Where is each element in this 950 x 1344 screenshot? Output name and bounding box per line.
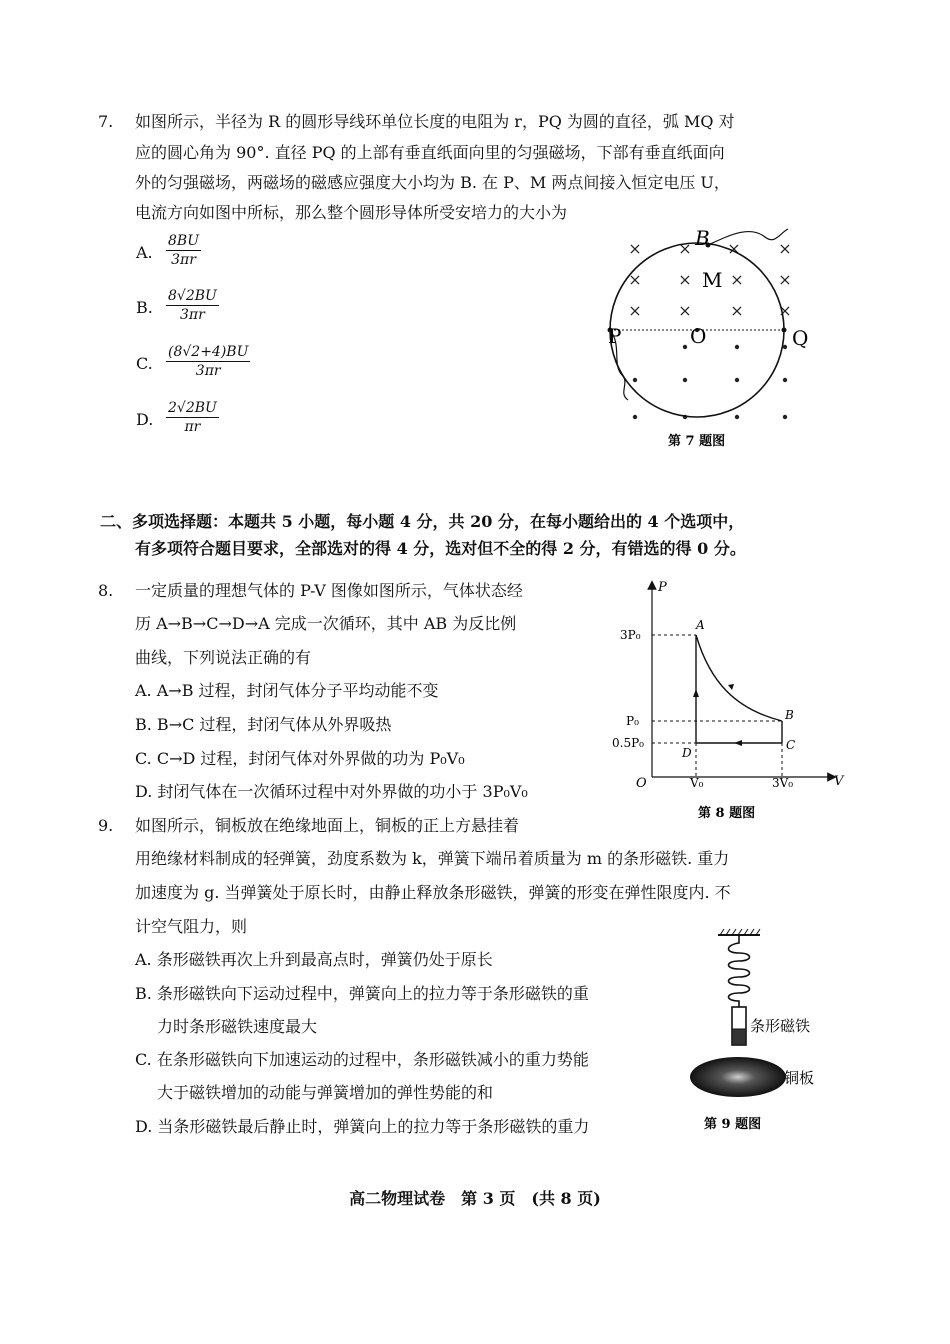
q7-label-b: B bbox=[695, 226, 710, 250]
q8-point-c-label: C bbox=[786, 738, 796, 752]
q8-point-d-label: D bbox=[682, 746, 692, 760]
q7-option-a-fraction bbox=[166, 233, 201, 268]
q7-option-c-denominator: 3πr bbox=[195, 363, 221, 379]
q8-arrow-cd bbox=[734, 740, 742, 746]
svg-text:×: × bbox=[628, 239, 642, 258]
q8-option-d: D. 封闭气体在一次循环过程中对外界做的功小于 3P₀V₀ bbox=[135, 782, 528, 801]
q9-option-c-cont: 大于磁铁增加的动能与弹簧增加的弹性势能的和 bbox=[157, 1083, 494, 1102]
q7-label-o: O bbox=[690, 324, 707, 348]
q7-lead-wire-top bbox=[708, 229, 788, 245]
q9-line-4: 计空气阻力，则 bbox=[135, 917, 248, 936]
svg-text:×: × bbox=[778, 301, 792, 320]
q9-ceiling-mount bbox=[718, 929, 760, 935]
q8-axis-p-label: P bbox=[658, 580, 667, 595]
svg-text:×: × bbox=[628, 301, 642, 320]
q9-spring bbox=[729, 935, 750, 1007]
section2-header-line-1: 二、多项选择题：本题共 5 小题，每小题 4 分，共 20 分，在每小题给出的 4 个选项中， bbox=[100, 512, 745, 531]
q7-option-b-fraction bbox=[166, 288, 219, 323]
q7-option-d-fraction bbox=[166, 400, 219, 435]
q8-tick-05p0: 0.5P₀ bbox=[612, 736, 644, 750]
q8-number: 8. bbox=[98, 581, 114, 600]
q8-line-1: 一定质量的理想气体的 P-V 图像如图所示，气体状态经 bbox=[135, 581, 523, 600]
q7-figure-caption: 第 7 题图 bbox=[668, 434, 726, 449]
q8-point-a-label: A bbox=[696, 618, 705, 632]
q7-option-d-numerator: 2√2BU bbox=[168, 400, 217, 416]
q9-option-a: A. 条形磁铁再次上升到最高点时，弹簧仍处于原长 bbox=[135, 950, 493, 969]
q7-option-a-numerator: 8BU bbox=[168, 233, 199, 249]
svg-text:×: × bbox=[678, 270, 692, 289]
q7-option-c-fraction bbox=[166, 344, 250, 379]
q8-axis-v-label: V bbox=[834, 774, 844, 789]
q8-line-3: 曲线，下列说法正确的有 bbox=[135, 648, 312, 667]
q9-bar-magnet-pole bbox=[732, 1029, 746, 1045]
q9-option-b-cont: 力时条形磁铁速度最大 bbox=[157, 1017, 318, 1036]
q8-arrow-da bbox=[693, 689, 699, 697]
q7-label-p: P bbox=[608, 324, 622, 348]
q7-option-b-numerator: 8√2BU bbox=[168, 288, 217, 304]
q8-tick-3v0: 3V₀ bbox=[772, 776, 794, 790]
svg-text:×: × bbox=[628, 270, 642, 289]
svg-text:×: × bbox=[778, 270, 792, 289]
q8-origin-label: O bbox=[636, 776, 647, 791]
q7-label-m: M bbox=[702, 268, 723, 292]
q9-line-1: 如图所示，铜板放在绝缘地面上，铜板的正上方悬挂着 bbox=[135, 816, 520, 835]
q9-line-2: 用绝缘材料制成的轻弹簧，劲度系数为 k，弹簧下端吊着质量为 m 的条形磁铁. 重力 bbox=[135, 849, 730, 868]
q7-line-3: 外的匀强磁场，两磁场的磁感应强度大小均为 B. 在 P、M 两点间接入恒定电压 U， bbox=[135, 173, 730, 192]
svg-text:×: × bbox=[678, 239, 692, 258]
q7-option-d-label: D. bbox=[136, 410, 154, 429]
q7-point-q bbox=[782, 328, 787, 333]
q9-line-3: 加速度为 g. 当弹簧处于原长时，由静止释放条形磁铁，弹簧的形变在弹性限度内. 不 bbox=[135, 883, 731, 902]
q9-magnet-label: 条形磁铁 bbox=[750, 1017, 811, 1035]
q8-point-b-label: B bbox=[785, 708, 794, 722]
q7-option-b-denominator: 3πr bbox=[180, 307, 205, 323]
q9-copper-plate bbox=[690, 1057, 786, 1097]
q7-option-c-numerator: (8√2+4)BU bbox=[168, 344, 249, 360]
q9-plate-label: 铜板 bbox=[784, 1069, 815, 1087]
q8-option-b: B. B→C 过程，封闭气体从外界吸热 bbox=[135, 715, 392, 734]
q9-figure bbox=[680, 925, 840, 1140]
q7-option-a-denominator: 3πr bbox=[171, 252, 196, 268]
section2-header-line-2: 有多项符合题目要求，全部选对的得 4 分，选对但不全的得 2 分，有错选的得 0 分。 bbox=[135, 539, 746, 558]
q7-line-2: 应的圆心角为 90°. 直径 PQ 的上部有垂直纸面向里的匀强磁场，下部有垂直纸面向 bbox=[135, 143, 725, 162]
q7-line-4: 电流方向如图中所标，那么整个圆形导体所受安培力的大小为 bbox=[135, 203, 568, 222]
q9-option-d: D. 当条形磁铁最后静止时，弹簧向上的拉力等于条形磁铁的重力 bbox=[135, 1117, 590, 1136]
q8-arrow-ab bbox=[728, 684, 734, 690]
q7-field-out-of-page bbox=[633, 345, 787, 419]
q8-figure-caption: 第 8 题图 bbox=[698, 806, 756, 821]
q8-option-c: C. C→D 过程，封闭气体对外界做的功为 P₀V₀ bbox=[135, 749, 465, 768]
q9-number: 9. bbox=[98, 816, 114, 835]
svg-text:×: × bbox=[730, 270, 744, 289]
q8-tick-3p0: 3P₀ bbox=[620, 628, 641, 642]
svg-text:×: × bbox=[727, 239, 741, 258]
q9-option-b: B. 条形磁铁向下运动过程中，弹簧向上的拉力等于条形磁铁的重 bbox=[135, 984, 589, 1003]
q8-tick-v0: V₀ bbox=[690, 776, 704, 790]
q7-option-c-label: C. bbox=[136, 354, 153, 373]
q8-line-2: 历 A→B→C→D→A 完成一次循环，其中 AB 为反比例 bbox=[135, 614, 517, 633]
q8-pv-diagram bbox=[610, 577, 850, 825]
q7-option-a-label: A. bbox=[136, 243, 153, 262]
q9-option-c: C. 在条形磁铁向下加速运动的过程中，条形磁铁减小的重力势能 bbox=[135, 1050, 589, 1069]
q8-option-a: A. A→B 过程，封闭气体分子平均动能不变 bbox=[135, 681, 439, 700]
svg-text:×: × bbox=[678, 301, 692, 320]
q8-process-ab bbox=[696, 635, 782, 721]
q7-option-d-denominator: πr bbox=[184, 419, 201, 435]
q7-number: 7. bbox=[98, 112, 114, 131]
svg-text:×: × bbox=[730, 301, 744, 320]
svg-text:×: × bbox=[778, 239, 792, 258]
q7-option-b-label: B. bbox=[136, 298, 153, 317]
q9-figure-caption: 第 9 题图 bbox=[704, 1117, 762, 1132]
page-footer: 高二物理试卷 第 3 页 (共 8 页) bbox=[349, 1189, 601, 1208]
q7-figure bbox=[600, 225, 830, 455]
q7-line-1: 如图所示，半径为 R 的圆形导线环单位长度的电阻为 r，PQ 为圆的直径，弧 MQ 对 bbox=[135, 112, 735, 131]
q8-tick-p0: P₀ bbox=[626, 714, 639, 728]
q7-label-q: Q bbox=[792, 326, 809, 350]
